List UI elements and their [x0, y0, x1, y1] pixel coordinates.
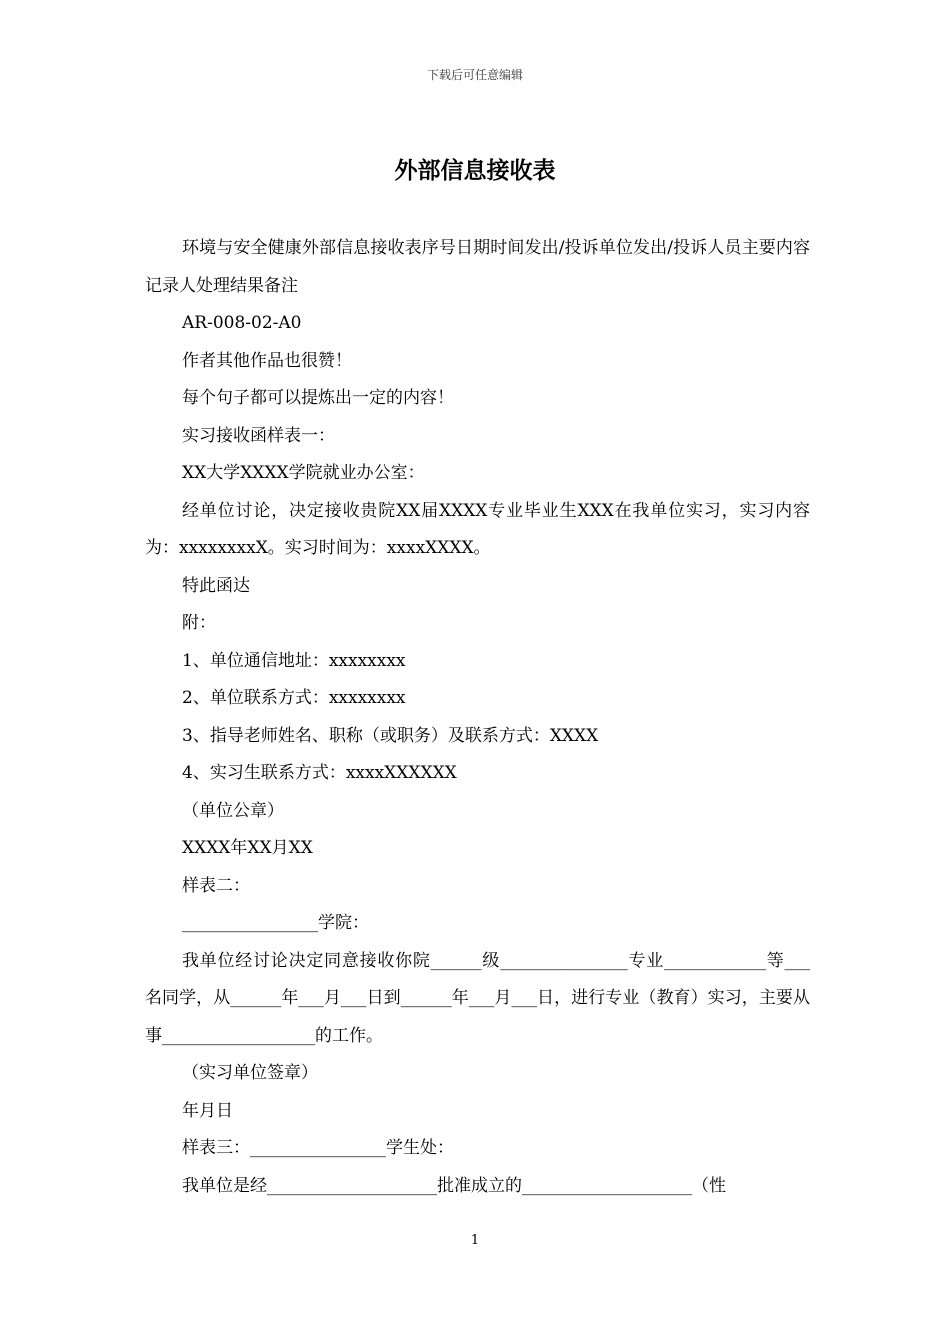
- page-number: 1: [470, 1233, 480, 1248]
- paragraph: 我单位是经____________________批准成立的____________________（性: [182, 1175, 726, 1196]
- paragraph: 每个句子都可以提炼出一定的内容！: [182, 388, 454, 408]
- paragraph: XX大学XXXX学院就业办公室：: [182, 463, 425, 483]
- paragraph: 年月日: [182, 1100, 233, 1121]
- paragraph: 2、单位联系方式：xxxxxxxx: [182, 688, 406, 708]
- paragraph: 4、实习生联系方式：xxxxXXXXXX: [182, 763, 457, 783]
- paragraph: 样表三：________________学生处：: [182, 1138, 454, 1158]
- paragraph: 环境与安全健康外部信息接收表序号日期时间发出/投诉单位发出/投诉人员主要内容记录人处理结果备注: [145, 238, 810, 296]
- header-note: 下载后可任意编辑: [426, 68, 523, 82]
- paragraph: 作者其他作品也很赞！: [182, 350, 352, 371]
- document-title: 外部信息接收表: [394, 157, 556, 184]
- paragraph: （单位公章）: [182, 800, 284, 821]
- paragraph: ________________学院：: [182, 913, 369, 933]
- paragraph: XXXX年XX月XX: [182, 838, 313, 858]
- paragraph: 3、指导老师姓名、职称（或职务）及联系方式：XXXX: [182, 725, 599, 746]
- paragraph: 特此函达: [182, 575, 250, 596]
- paragraph: 我单位经讨论决定同意接收你院______级_______________专业____________等___名同学，从______年___月___日到______年___月___日，进行专业（教育）实习，主要从事__________________的工作。: [145, 950, 810, 1046]
- paragraph: 经单位讨论，决定接收贵院XX届XXXX专业毕业生XXX在我单位实习，实习内容为：xxxxxxxxX。实习时间为：xxxxXXXX。: [145, 500, 810, 558]
- paragraph: 样表二：: [182, 875, 250, 896]
- paragraph: 实习接收函样表一：: [182, 425, 335, 446]
- paragraph: （实习单位签章）: [182, 1063, 318, 1083]
- paragraph: 附：: [182, 613, 216, 633]
- paragraph: 1、单位通信地址：xxxxxxxx: [182, 650, 406, 671]
- document-body: [145, 230, 810, 1205]
- paragraph: AR-008-02-A0: [182, 313, 302, 333]
